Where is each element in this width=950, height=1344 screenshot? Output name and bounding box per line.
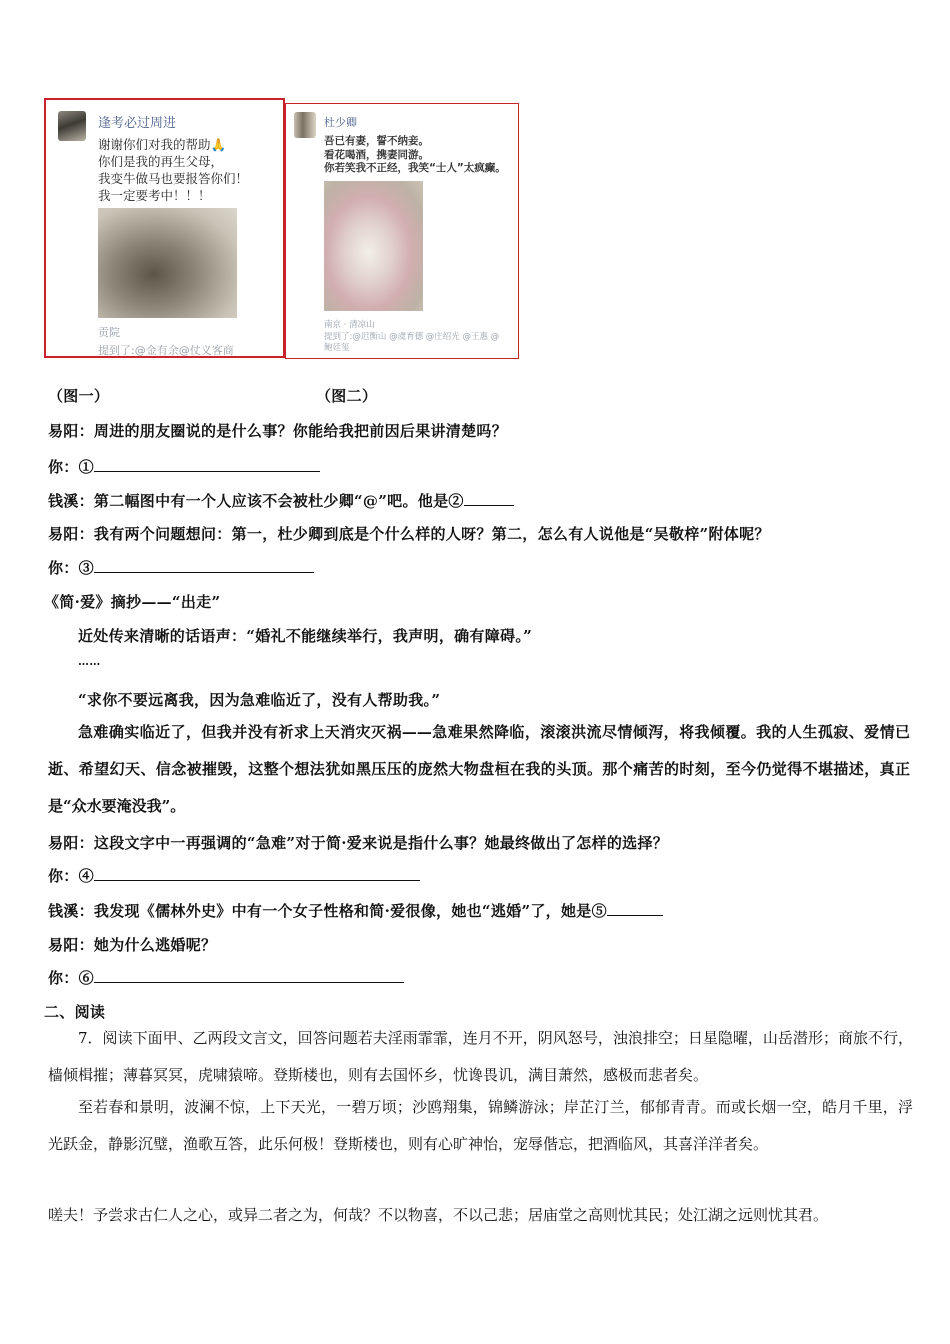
- answer-blank-6[interactable]: [94, 968, 404, 983]
- post-username: 杜少卿: [324, 116, 357, 129]
- answer-line-1: 你：①: [48, 456, 320, 477]
- excerpt-line: 近处传来清晰的话语声：“婚礼不能继续举行，我声明，确有障碍。”: [78, 627, 533, 645]
- post-location: 南京 · 清凉山: [324, 320, 375, 330]
- section-heading: 二、阅读: [44, 1003, 106, 1021]
- answer-line-3: 你：③: [48, 557, 314, 578]
- dialogue-line: 易阳：周进的朋友圈说的是什么事？你能给我把前因后果讲清楚吗？: [48, 422, 508, 440]
- post-text: 吾已有妻，誓不纳妾。 看花喝酒，携妻同游。 你若笑我不正经，我笑“士人”太疯癫。: [324, 135, 506, 174]
- answer-blank-5[interactable]: [607, 901, 663, 916]
- answer-blank-3[interactable]: [94, 558, 314, 573]
- excerpt-ellipsis: ……: [78, 655, 101, 668]
- post-image: [324, 181, 423, 311]
- avatar: [58, 111, 86, 141]
- excerpt-title: 《简·爱》摘抄——“出走”: [44, 593, 221, 611]
- question-7-passage-a: 7．阅读下面甲、乙两段文言文，回答问题若夫淫雨霏霏，连月不开，阴风怒号，浊浪排空；日星隐曜，山岳潜形；商旅不行，樯倾楫摧；薄暮冥冥，虎啸猿啼。登斯楼也，则有去国怀乡，忧谗畏讥，满目萧然，感极而悲者矣。: [48, 1029, 913, 1084]
- excerpt-line: “求你不要远离我，因为急难临近了，没有人帮助我。”: [78, 691, 441, 709]
- answer-line-4: 你：④: [48, 865, 420, 886]
- post-mentions: 提到了:@迟衡山 @虞育德 @庄绍光 @王惠 @鲍廷玺: [324, 332, 500, 353]
- question-7-passage-c: 嗟夫！予尝求古仁人之心，或异二者之为，何哉？不以物喜，不以己悲；居庙堂之高则忧其民；处江湖之远则忧其君。: [48, 1206, 829, 1224]
- post-text: 谢谢你们对我的帮助🙏 你们是我的再生父母， 我变牛做马也要报答你们！ 我一定要考中！！！: [98, 137, 249, 203]
- dialogue-line: 钱溪：我发现《儒林外史》中有一个女子性格和简·爱很像，她也“逃婚”了，她是⑤: [48, 900, 663, 921]
- answer-blank-4[interactable]: [94, 866, 420, 881]
- dialogue-line: 钱溪：第二幅图中有一个人应该不会被杜少卿“@”吧。他是②: [48, 490, 514, 511]
- figure-caption-2: （图二）: [316, 387, 378, 405]
- post-mentions: 提到了:@金有余@仗义客商: [98, 344, 234, 357]
- answer-blank-1[interactable]: [94, 457, 320, 472]
- avatar: [294, 112, 316, 138]
- dialogue-line: 易阳：她为什么逃婚呢？: [48, 936, 217, 954]
- excerpt-paragraph: 急难确实临近了，但我并没有祈求上天消灾灭祸——急难果然降临，滚滚洪流尽情倾泻，将我倾覆。我的人生孤寂、爱情已逝、希望幻天、信念被摧毁，这整个想法犹如黑压压的庞然大物盘桓在我的头顶。那个痛苦的时刻，至今仍觉得不堪描述，真正是“众水要淹没我”。: [48, 723, 910, 815]
- moments-post-dushaoqing: [285, 103, 519, 359]
- answer-line-6: 你：⑥: [48, 967, 404, 988]
- figures-area: [44, 98, 524, 360]
- dialogue-line: 易阳：这段文字中一再强调的“急难”对于简·爱来说是指什么事？她最终做出了怎样的选择？: [48, 834, 669, 852]
- question-7-passage-b: 至若春和景明，波澜不惊，上下天光，一碧万顷；沙鸥翔集，锦鳞游泳；岸芷汀兰，郁郁青青。而或长烟一空，皓月千里，浮光跃金，静影沉璧，渔歌互答，此乐何极！登斯楼也，则有心旷神怡，宠辱偕忘，把酒临风，其喜洋洋者矣。: [48, 1098, 913, 1153]
- post-username: 逢考必过周进: [98, 116, 177, 131]
- figure-caption-1: （图一）: [48, 387, 110, 405]
- post-image: [98, 208, 237, 318]
- answer-blank-2[interactable]: [464, 491, 514, 506]
- moments-post-zhoujin: [44, 98, 285, 358]
- post-location: 贡院: [98, 326, 120, 339]
- dialogue-line: 易阳：我有两个问题想问：第一，杜少卿到底是个什么样的人呀？第二，怎么有人说他是“吴敬梓”附体呢？: [48, 525, 770, 543]
